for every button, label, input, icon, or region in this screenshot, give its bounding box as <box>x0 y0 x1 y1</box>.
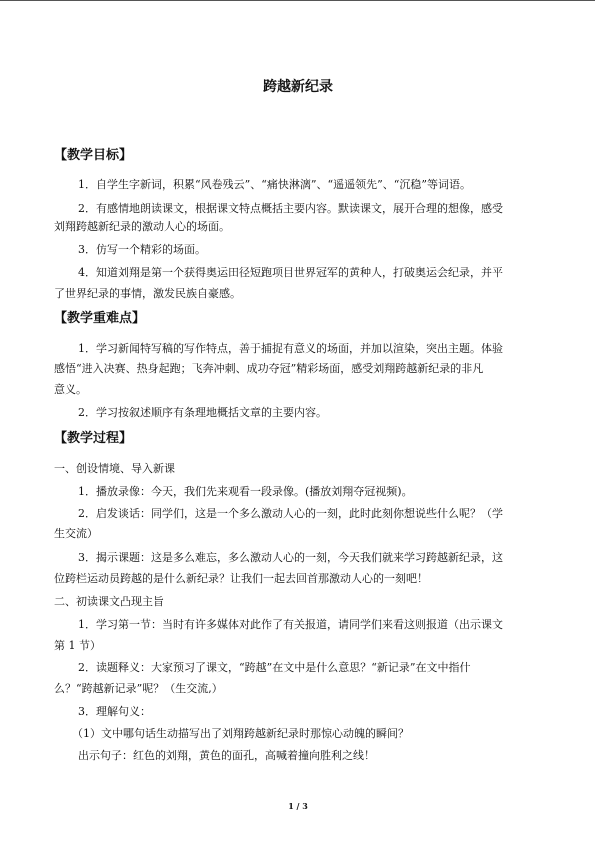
paragraph-line: 一、创设情境、导入新课 <box>54 462 175 475</box>
paragraph-line: 位跨栏运动员跨越的是什么新纪录？让我们一起去回首那激动人心的一刻吧！ <box>54 572 428 585</box>
section-heading-goals: 【教学目标】 <box>54 148 133 163</box>
section-heading-process: 【教学过程】 <box>54 431 133 446</box>
paragraph-line: 2．学习按叙述顺序有条理地概括文章的主要内容。 <box>78 406 327 419</box>
top-border-line <box>0 0 595 1</box>
paragraph-line: 刘翔跨越新纪录的激动人心的场面。 <box>54 220 230 233</box>
paragraph-line: 1．自学生字新词，积累“风卷残云”、“痛快淋漓”、“遥遥领先”、“沉稳”等词语。 <box>78 178 471 191</box>
paragraph-line: 4．知道刘翔是第一个获得奥运田径短跑项目世界冠军的黄种人，打破奥运会纪录，并平 <box>78 266 503 279</box>
document-title: 跨越新纪录 <box>263 79 333 95</box>
paragraph-line: 二、初读课文凸现主旨 <box>54 595 164 608</box>
paragraph-line: 了世界纪录的事情，激发民族自豪感。 <box>54 287 241 300</box>
page-number: 1 / 3 <box>288 801 308 811</box>
paragraph-line: （1）文中哪句话生动描写出了刘翔跨越新纪录时那惊心动魄的瞬间？ <box>72 727 409 740</box>
paragraph-line: 出示句子：红色的刘翔，黄色的面孔，高喊着撞向胜利之线！ <box>78 749 375 762</box>
paragraph-line: 么？“跨越新记录”呢？（生交流,） <box>54 682 223 695</box>
paragraph-line: 第 1 节） <box>54 639 101 652</box>
paragraph-line: 1．学习新闻特写稿的写作特点，善于捕捉有意义的场面，并加以渲染，突出主题。体验 <box>78 342 503 355</box>
paragraph-line: 3．仿写一个精彩的场面。 <box>78 243 206 256</box>
paragraph-line: 感悟“进入决赛、热身起跑；飞奔冲刺、成功夺冠”精彩场面，感受刘翔跨越新纪录的非凡 <box>54 362 484 375</box>
paragraph-line: 3．揭示课题：这是多么难忘，多么激动人心的一刻，今天我们就来学习跨越新纪录，这 <box>78 551 503 564</box>
paragraph-line: 1．播放录像：今天，我们先来观看一段录像。(播放刘翔夺冠视频)。 <box>78 485 413 498</box>
paragraph-line: 3．理解句义： <box>78 705 151 718</box>
paragraph-line: 2．有感情地朗读课文，根据课文特点概括主要内容。默读课文，展开合理的想像，感受 <box>78 202 503 215</box>
paragraph-line: 意义。 <box>54 383 87 396</box>
paragraph-line: 1．学习第一节：当时有许多媒体对此作了有关报道，请同学们来看这则报道（出示课文 <box>78 618 503 631</box>
paragraph-line: 2．读题释义：大家预习了课文，“跨越”在文中是什么意思？“新记录”在文中指什 <box>78 661 471 674</box>
paragraph-line: 2．启发谈话：同学们，这是一个多么激动人心的一刻，此时此刻你想说些什么呢？（学 <box>78 507 503 520</box>
section-heading-key-points: 【教学重难点】 <box>54 311 146 326</box>
paragraph-line: 生交流） <box>54 527 98 540</box>
